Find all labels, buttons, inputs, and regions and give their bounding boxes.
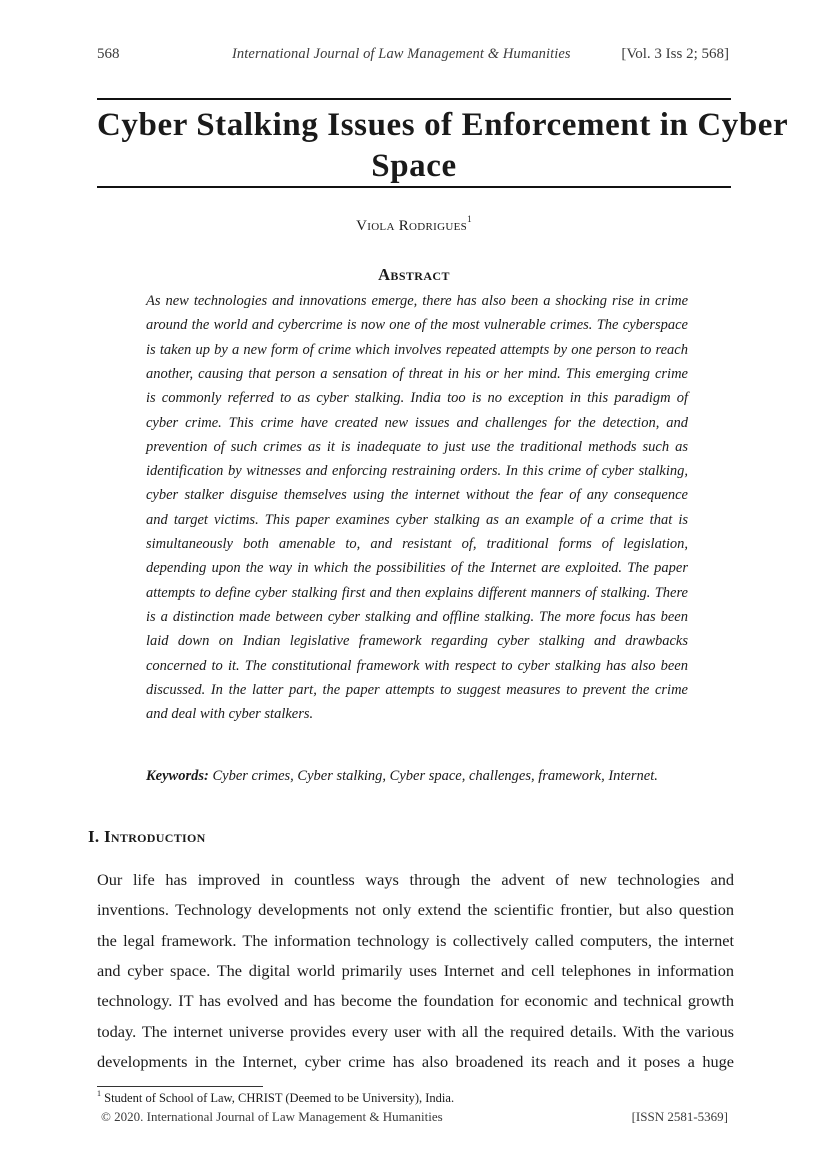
footnote-rule (97, 1086, 263, 1087)
abstract-heading: Abstract (378, 265, 450, 284)
abstract-line: cyber crime. This crime have created new issues and challenges for the detection, and (146, 414, 688, 431)
paper-title-line-1: Cyber Stalking Issues of Enforcement in Cyber (97, 107, 789, 143)
title-rule-top (97, 98, 731, 100)
section-heading: I. Introduction (88, 827, 206, 846)
abstract-line: identification by witnesses and enforcing restraining orders. In this crime of cyber stalking, (146, 463, 688, 480)
keywords-line (146, 768, 658, 785)
body-line: the legal framework. The information technology is collectively called computers, the internet (97, 930, 734, 950)
abstract-line: and deal with cyber stalkers. (146, 706, 314, 723)
footnote-text: Student of School of Law, CHRIST (Deemed to be University), India. (104, 1091, 455, 1106)
body-line: technology. IT has evolved and has become the foundation for economic and technical growth (97, 991, 734, 1011)
body-line: today. The internet universe provides every user with all the required details. With the various (97, 1021, 734, 1041)
abstract-line: is a distinction made between cyber stalking and offline stalking. The more focus has been (146, 608, 688, 625)
paper-title-line-2: Space (371, 148, 457, 184)
abstract-line: concerned to it. The constitutional framework with respect to cyber stalking has also been (146, 657, 688, 674)
journal-name: International Journal of Law Management & Humanities (232, 46, 571, 62)
footer-copyright: © 2020. International Journal of Law Management & Humanities (101, 1109, 443, 1124)
abstract-line: As new technologies and innovations emerge, there has also been a shocking rise in crime (146, 293, 688, 309)
abstract-line: discussed. In the latter part, the paper attempts to suggest measures to prevent the crime (146, 681, 688, 698)
body-line: and cyber space. The digital world primarily uses Internet and cell telephones in information (97, 960, 734, 980)
footnote (97, 1090, 454, 1106)
keywords-text: Cyber crimes, Cyber stalking, Cyber space, challenges, framework, Internet. (212, 768, 658, 784)
abstract-line: simultaneously both amenable to, and resistant of, traditional forms of legislation, (146, 536, 688, 552)
abstract-line: and target victims. This paper examines cyber stalking as an example of a crime that is (146, 511, 688, 528)
body-line: inventions. Technology developments not only extend the scientific frontier, but also question (97, 900, 734, 920)
abstract-line: around the world and cybercrime is now one of the most vulnerable crimes. The cyberspace (146, 317, 688, 334)
author-name: Viola Rodrigues (356, 218, 468, 234)
title-rule-bottom (97, 186, 731, 188)
footer-issn: [ISSN 2581-5369] (631, 1109, 728, 1124)
volume-info: [Vol. 3 Iss 2; 568] (621, 46, 729, 62)
body-line: Our life has improved in countless ways through the advent of new technologies and (97, 870, 734, 889)
footnote-mark: 1 (97, 1089, 101, 1098)
abstract-line: attempts to define cyber stalking first and then explains different manners of stalking. There (146, 584, 688, 601)
body-line: developments in the Internet, cyber crime has also broadened its reach and it poses a huge (97, 1051, 734, 1071)
author-line (97, 216, 731, 235)
abstract-line: depending upon the way in which the possibilities of the Internet are exploited. The paper (146, 560, 688, 577)
abstract-line: is taken up by a new form of crime which involves repeated attempts by one person to reach (146, 341, 688, 358)
abstract-line: is commonly referred to as cyber stalking. India too is no exception in this paradigm of (146, 390, 688, 407)
page-number: 568 (97, 46, 120, 62)
abstract-line: prevention of such crimes as it is inadequate to just use the traditional methods such as (146, 438, 688, 455)
keywords-label: Keywords: (146, 768, 209, 784)
author-footnote-mark: 1 (467, 214, 472, 224)
abstract-line: another, causing that person a sensation of threat in his or her mind. This emerging crime (146, 365, 688, 382)
abstract-line: laid down on Indian legislative framework regarding cyber stalking and drawbacks (146, 633, 688, 650)
abstract-line: cyber stalker disguise themselves using the internet without the fear of any consequence (146, 487, 688, 504)
